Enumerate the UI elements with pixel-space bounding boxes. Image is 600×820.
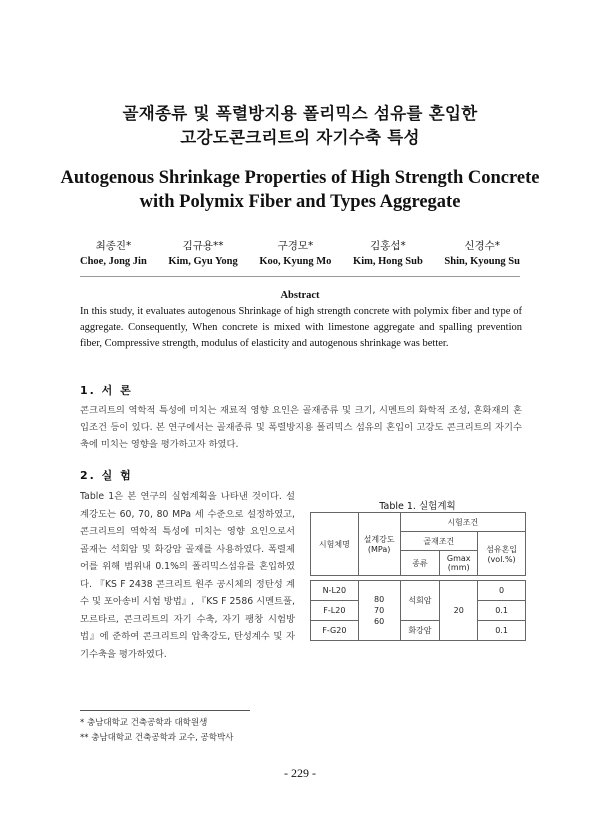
author-korean-name: 최종진* xyxy=(95,240,132,252)
table-caption: Table 1. 실험계획 xyxy=(379,501,456,512)
design-strength-cell xyxy=(358,581,400,641)
korean-title-line-1: 골재종류 및 폭렬방지용 폴리믹스 섬유를 혼입한 xyxy=(122,104,478,123)
aggregate-type-limestone: 석회암 xyxy=(400,581,440,621)
section-1-heading: 1. 서 론 xyxy=(80,384,133,397)
footnote-divider xyxy=(80,710,250,711)
header-divider xyxy=(80,276,520,277)
header-design-strength: 설계강도 (MPa) xyxy=(358,513,400,576)
specimen-name: N-L20 xyxy=(311,581,359,601)
header-test-conditions: 시험조건 xyxy=(400,513,525,532)
author xyxy=(444,238,520,267)
strength-value: 80 xyxy=(374,595,385,604)
fiber-value: 0.1 xyxy=(478,621,526,641)
author xyxy=(168,238,237,267)
gmax-value: 20 xyxy=(440,581,478,641)
author-korean-name: 김규용** xyxy=(182,240,224,252)
strength-value: 60 xyxy=(374,617,385,626)
section-2-text: Table 1은 본 연구의 실험계획을 나타낸 것이다. 설계강도는 60, 70, 80 MPa 세 수준으로 설정하였고, 콘크리트의 역학적 특성에 미치는 영향 요인으로서 골재는 석회암 및 화강암 골재를 사용하였다. 폭렬제어를 위해 범위내 0.1%의 폴리믹스섬유를 혼입하였다. 『KS F 2438 콘크리트 원주 공시체의 정탄성 계수 및 포아송비 시험 방법』, 『KS F 2586 시멘트풀, 모르타르, 콘크리트의 자기 수축, 자기 팽창 시험방법』에 준하여 콘크리트의 압축강도, 탄성계수 및 자기수축을 평가하였다. xyxy=(80,491,295,660)
author-english-name: Choe, Jong Jin xyxy=(80,256,147,267)
author-english-name: Koo, Kyung Mo xyxy=(259,256,332,267)
experiment-plan-table xyxy=(310,512,526,641)
header-aggregate-type: 종류 xyxy=(400,551,440,576)
table-row xyxy=(311,581,526,601)
specimen-name: F-L20 xyxy=(311,601,359,621)
page-number: - 229 - xyxy=(284,766,316,780)
author-korean-name: 구경모* xyxy=(277,240,314,252)
footnote-1: * 충남대학교 건축공학과 대학원생 xyxy=(80,718,208,728)
author-english-name: Shin, Kyoung Su xyxy=(444,256,520,267)
author-korean-name: 김홍섭* xyxy=(370,240,406,252)
aggregate-type-granite: 화강암 xyxy=(400,621,440,641)
korean-title-line-2: 고강도콘크리트의 자기수축 특성 xyxy=(180,128,420,147)
author-korean-name: 신경수* xyxy=(464,240,501,252)
header-fiber-content: 섬유혼입 (vol.%) xyxy=(478,532,526,576)
english-title-line-2: with Polymix Fiber and Types Aggregate xyxy=(139,192,461,212)
fiber-value: 0 xyxy=(478,581,526,601)
author-english-name: Kim, Hong Sub xyxy=(353,256,423,267)
section-1-text: 콘크리트의 역학적 특성에 미치는 재료적 영향 요인은 골재종류 및 크기, 시멘트의 화학적 조성, 혼화재의 혼입조건 등이 있다. 본 연구에서는 골재종류 및 폭렬방지용 폴리믹스 섬유의 혼입이 고강도 콘크리트의 자기수축에 미치는 영향을 평가하고자 하였다. xyxy=(80,405,522,450)
section-2-heading: 2. 실 험 xyxy=(80,469,133,482)
specimen-name: F-G20 xyxy=(311,621,359,641)
author xyxy=(80,238,147,267)
strength-value: 70 xyxy=(374,606,385,615)
header-gmax: Gmax (mm) xyxy=(440,551,478,576)
author-english-name: Kim, Gyu Yong xyxy=(168,256,238,267)
english-title-line-1: Autogenous Shrinkage Properties of High Strength Concrete xyxy=(60,168,540,188)
header-specimen: 시험체명 xyxy=(311,513,359,576)
footnote-2: ** 충남대학교 건축공학과 교수, 공학박사 xyxy=(80,733,234,743)
fiber-value: 0.1 xyxy=(478,601,526,621)
author xyxy=(259,238,331,267)
abstract-text: In this study, it evaluates autogenous Shrinkage of high strength concrete with polymix fiber and type of aggregate. Consequently, When concrete is mixed with limestone aggregate and spalling prevention fiber, Compressive strength, modulus of elasticity and autogenous shrinkage was better. xyxy=(80,306,522,349)
author xyxy=(353,238,423,267)
table-row xyxy=(311,621,526,641)
header-aggregate-conditions: 골재조건 xyxy=(400,532,478,551)
abstract-heading: Abstract xyxy=(280,290,320,301)
author-list xyxy=(80,238,520,267)
